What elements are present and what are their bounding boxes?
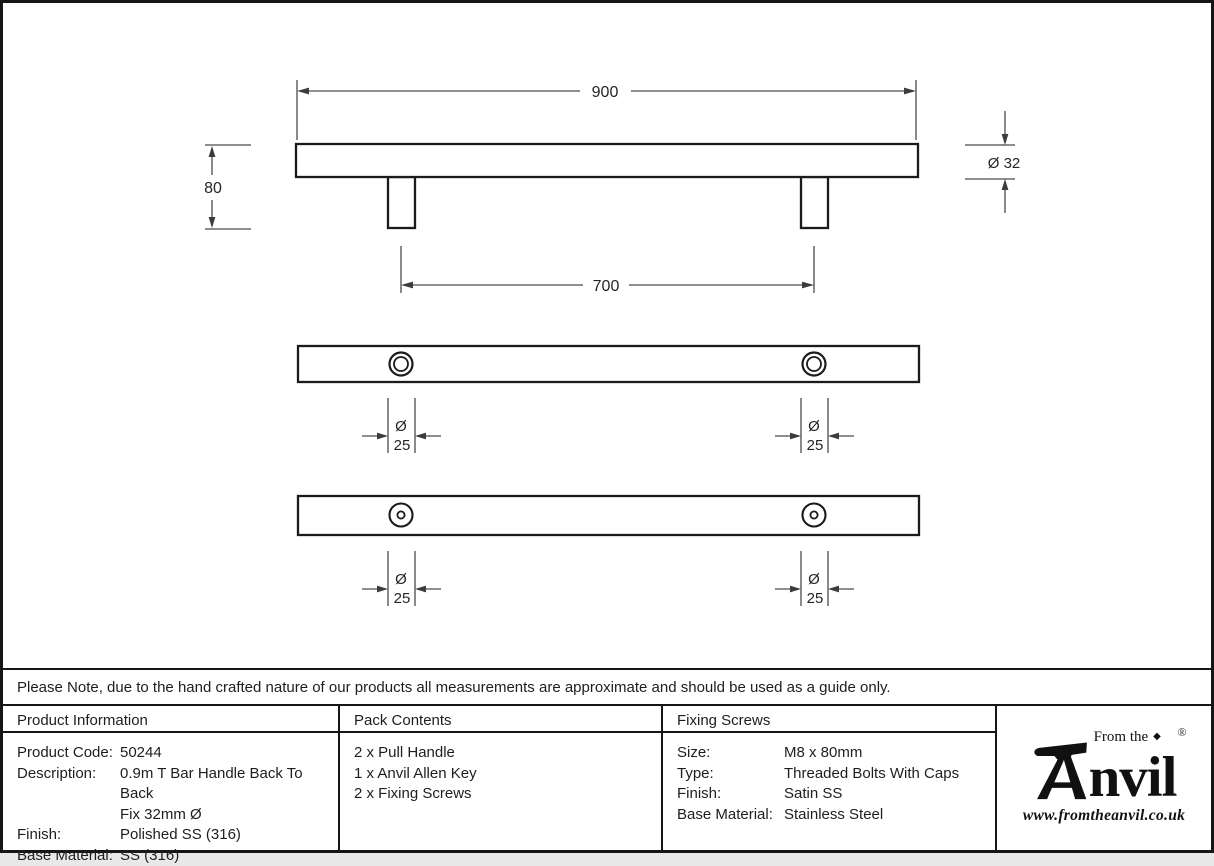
plan-view	[298, 496, 919, 535]
dim-diameter-32	[965, 111, 1020, 213]
logo-from-the: From the ◆	[1094, 729, 1161, 746]
drawing-canvas	[3, 3, 1211, 670]
spec-table	[3, 706, 1211, 850]
table-row: Base Material: Stainless Steel	[677, 805, 995, 826]
left-leg	[388, 177, 415, 228]
dim-label-900: 900	[592, 84, 619, 101]
logo-brand-text: nvil	[1089, 755, 1177, 802]
anvil-icon	[1032, 738, 1088, 802]
dim-label-80: 80	[204, 180, 222, 197]
table-row: Finish: Polished SS (316)	[17, 825, 338, 846]
list-item: 2 x Pull Handle	[354, 743, 661, 764]
registered-mark: ®	[1177, 725, 1186, 740]
dim-hole-value: 25	[807, 437, 824, 454]
dim-hole-25-mid-right	[775, 398, 854, 454]
measurement-note	[3, 668, 1211, 706]
brand-logo-box	[997, 706, 1211, 850]
dim-label-700: 700	[593, 278, 620, 295]
product-information-body	[3, 733, 340, 850]
header-product-information: Product Information	[3, 706, 340, 733]
right-leg	[801, 177, 828, 228]
dim-label-dia32: Ø 32	[988, 155, 1021, 172]
dim-hole-25-bottom-left	[362, 551, 441, 607]
dim-centres-700	[401, 246, 814, 295]
table-row: Finish: Satin SS	[677, 784, 995, 805]
side-view	[298, 346, 919, 382]
list-item: 2 x Fixing Screws	[354, 784, 661, 805]
front-view	[296, 144, 918, 228]
table-row: Product Code: 50244	[17, 743, 338, 764]
dim-hole-value: 25	[807, 590, 824, 607]
note-text: Please Note, due to the hand crafted nature of our products all measurements are approximate and should be used as a guide only.	[17, 679, 891, 696]
dim-hole-value: 25	[394, 437, 411, 454]
dim-hole-25-mid-left	[362, 398, 441, 454]
dim-hole-value: 25	[394, 590, 411, 607]
table-row: Description: 0.9m T Bar Handle Back To Back	[17, 764, 338, 805]
info-block	[3, 668, 1211, 850]
table-row: Size: M8 x 80mm	[677, 743, 995, 764]
dim-hole-symbol: Ø	[808, 418, 820, 435]
dim-hole-symbol: Ø	[395, 571, 407, 588]
header-pack-contents: Pack Contents	[340, 706, 663, 733]
dim-hole-symbol: Ø	[395, 418, 407, 435]
dim-overall-900	[297, 80, 916, 140]
anvil-logo	[1032, 732, 1177, 802]
header-fixing-screws: Fixing Screws	[663, 706, 997, 733]
dim-hole-25-bottom-right	[775, 551, 854, 607]
table-row: Base Material: SS (316)	[17, 846, 338, 866]
fixing-screws-body	[663, 733, 997, 850]
table-row: Fix 32mm Ø	[17, 805, 338, 826]
logo-url: www.fromtheanvil.co.uk	[1023, 807, 1185, 825]
list-item: 1 x Anvil Allen Key	[354, 764, 661, 785]
handle-bar	[296, 144, 918, 177]
technical-drawing	[3, 3, 1211, 670]
diamond-icon: ◆	[1153, 731, 1161, 742]
dim-height-80	[204, 145, 251, 229]
dim-hole-symbol: Ø	[808, 571, 820, 588]
table-row: Type: Threaded Bolts With Caps	[677, 764, 995, 785]
pack-contents-body	[340, 733, 663, 850]
